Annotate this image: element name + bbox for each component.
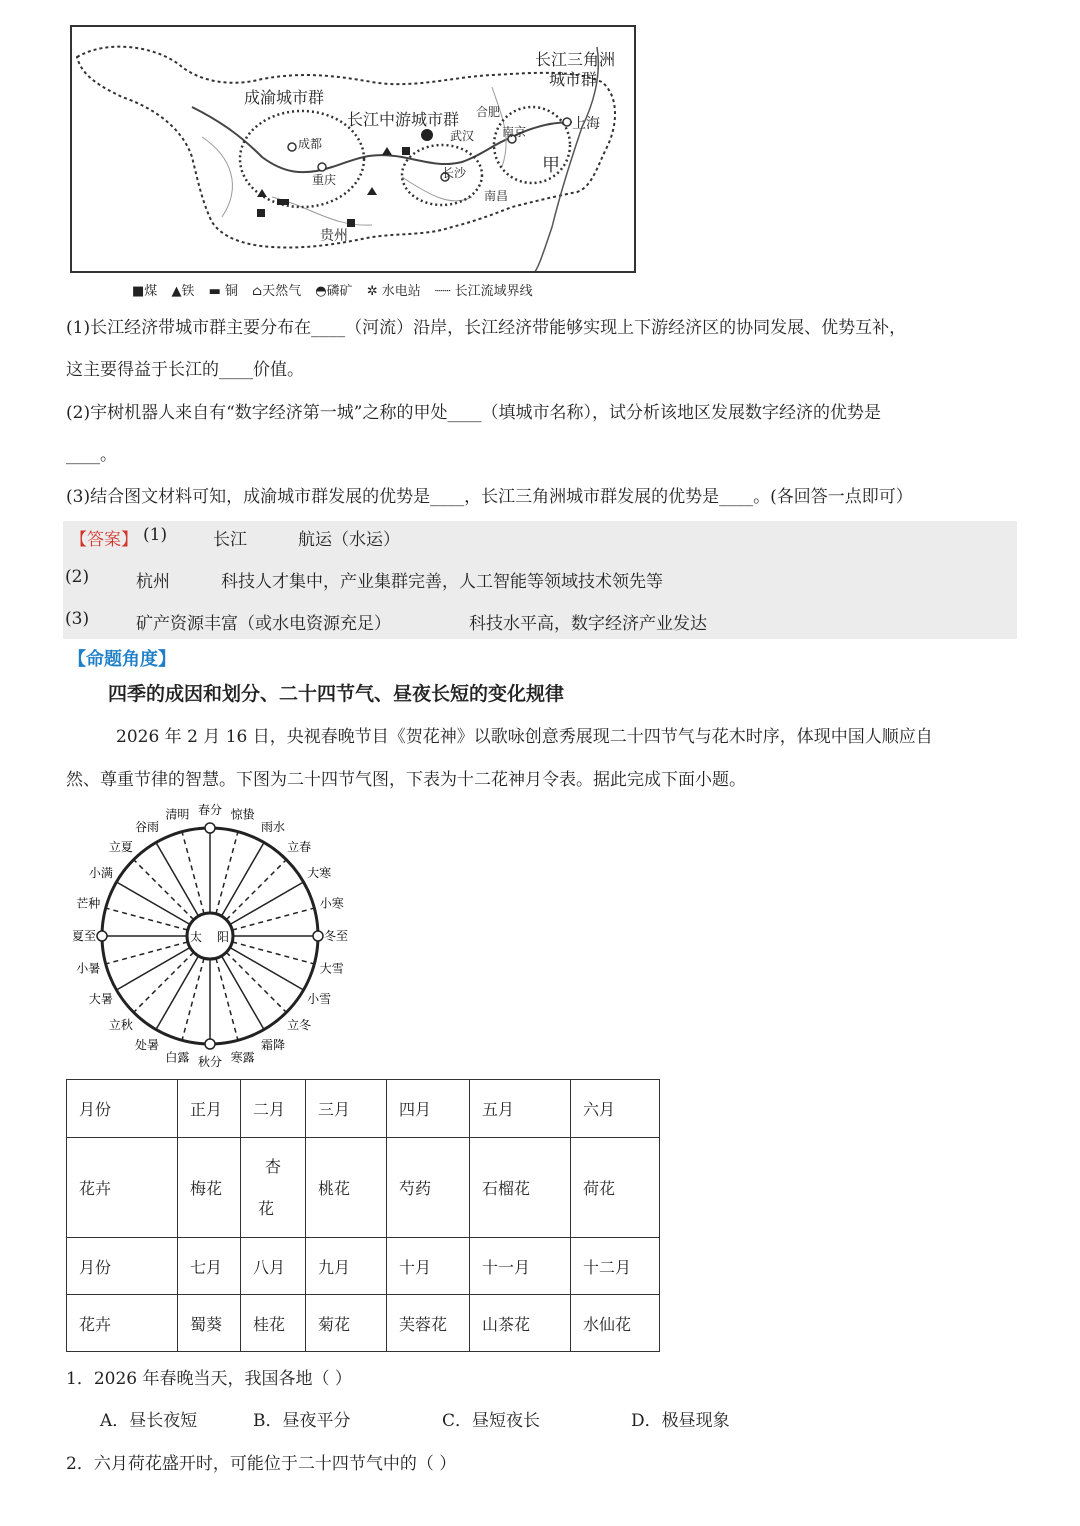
legend-gas: ⌂天然气	[252, 284, 302, 299]
cardinal-marker	[97, 931, 107, 941]
table-cell: 七月	[178, 1238, 241, 1295]
answer-3-b: 科技水平高，数字经济产业发达	[469, 614, 707, 634]
term-label: 霜降	[260, 1038, 286, 1053]
term-label: 春分	[197, 803, 223, 817]
term-label: 白露	[165, 1050, 190, 1065]
answer-1-a: 长江	[213, 530, 247, 550]
table-row	[67, 1080, 660, 1138]
table-cell: 花卉	[67, 1138, 178, 1238]
term-spoke	[182, 832, 204, 914]
table-cell: 芙蓉花	[387, 1295, 470, 1352]
term-label: 立秋	[108, 1018, 133, 1033]
table-cell: 月份	[67, 1238, 178, 1295]
map-label-nanchang: 南昌	[484, 189, 509, 203]
table-cell: 菊花	[306, 1295, 387, 1352]
map-label-nanjing: 南京	[502, 125, 527, 139]
cardinal-marker	[205, 823, 215, 833]
table-cell: 十月	[387, 1238, 470, 1295]
map-label-yangtze-delta: 长江三角洲	[535, 50, 616, 69]
answer-2-number: (2)	[65, 567, 90, 587]
table-cell: 正月	[178, 1080, 241, 1138]
term-label: 秋分	[197, 1055, 223, 1069]
legend-iron: ▲铁	[171, 284, 195, 299]
map-label-guizhou: 贵州	[320, 228, 348, 244]
table-cell: 蜀葵	[178, 1295, 241, 1352]
term-label: 立夏	[108, 839, 133, 854]
mc-option-d: D．极昼现象	[631, 1411, 730, 1431]
map-label-chengyu: 成渝城市群	[244, 88, 325, 107]
term-label: 小满	[88, 866, 113, 880]
term-label: 寒露	[230, 1050, 255, 1065]
answer-box	[63, 521, 1017, 639]
map-label-chengdu: 成都	[298, 137, 323, 151]
table-row	[67, 1138, 660, 1238]
legend-coal: ■煤	[132, 284, 158, 299]
answer-2-b: 科技人才集中，产业集群完善，人工智能等领域技术领先等	[221, 572, 663, 592]
table-cell: 水仙花	[571, 1295, 660, 1352]
table-cell: 九月	[306, 1238, 387, 1295]
table-cell-apricot	[241, 1138, 306, 1238]
term-spoke	[232, 908, 314, 930]
term-label: 惊蛰	[230, 807, 255, 822]
term-spoke	[232, 942, 314, 964]
table-cell: 十一月	[470, 1238, 571, 1295]
term-spoke	[134, 952, 194, 1012]
term-spoke	[116, 882, 190, 925]
cardinal-marker	[205, 1039, 215, 1049]
apricot-top: 杏	[264, 1156, 281, 1176]
term-spoke	[106, 908, 188, 930]
question-2-line-1: (2)宇树机器人来自有“数字经济第一城”之称的甲处____（填城市名称），试分析该地区发展数字经济的优势是	[66, 403, 881, 423]
mc-option-c: C．昼短夜长	[442, 1411, 541, 1431]
answer-2-a: 杭州	[136, 572, 170, 592]
table-cell: 二月	[241, 1080, 306, 1138]
term-label: 雨水	[260, 819, 286, 834]
answer-1-number: (1)	[143, 525, 168, 545]
table-cell: 石榴花	[470, 1138, 571, 1238]
legend-hydro: ✲ 水电站	[366, 284, 421, 299]
term-spoke	[222, 956, 265, 1030]
map-label-shanghai: 上海	[572, 116, 600, 132]
map-label-chongqing: 重庆	[312, 173, 337, 187]
map-legend	[132, 280, 543, 299]
term-label: 立冬	[287, 1018, 312, 1033]
question-1-line-1: (1)长江经济带城市群主要分布在____（河流）沿岸，长江经济带能够实现上下游经济区的协同发展、优势互补，	[66, 318, 907, 338]
legend-copper: ▬ 铜	[208, 284, 238, 299]
table-cell: 四月	[387, 1080, 470, 1138]
term-label: 小暑	[76, 961, 101, 976]
term-spoke	[226, 952, 286, 1012]
map-label-hefei: 合肥	[476, 105, 501, 119]
map-label-jia: 甲	[542, 155, 560, 176]
map-label-middle: 长江中游城市群	[347, 110, 460, 129]
term-label: 芒种	[76, 896, 101, 911]
term-spoke	[230, 882, 304, 925]
yangtze-map	[70, 25, 636, 273]
term-label: 夏至	[71, 929, 97, 943]
table-cell: 梅花	[178, 1138, 241, 1238]
answer-3-a: 矿产资源丰富（或水电资源充足）	[136, 614, 391, 634]
table-cell: 月份	[67, 1080, 178, 1138]
term-label: 大暑	[88, 992, 113, 1006]
term-spoke	[156, 956, 199, 1030]
flower-table	[66, 1079, 660, 1352]
table-cell: 五月	[470, 1080, 571, 1138]
table-cell: 桂花	[241, 1295, 306, 1352]
mc-option-a: A．昼长夜短	[100, 1411, 198, 1431]
legend-phosphate: ◓磷矿	[315, 284, 353, 299]
table-cell: 桃花	[306, 1138, 387, 1238]
term-spoke	[226, 860, 286, 920]
answer-3-number: (3)	[65, 609, 90, 629]
table-cell: 十二月	[571, 1238, 660, 1295]
term-label: 大雪	[319, 961, 344, 976]
legend-boundary: ┈┈ 长江流域界线	[434, 284, 533, 299]
mc-option-b: B．昼夜平分	[253, 1411, 351, 1431]
question-3-line: (3)结合图文材料可知，成渝城市群发展的优势是____，长江三角洲城市群发展的优势是____。(各回答一点即可）	[66, 487, 913, 507]
term-spoke	[182, 958, 204, 1040]
table-row	[67, 1295, 660, 1352]
apricot-bottom: 花	[257, 1198, 274, 1218]
term-spoke	[230, 948, 304, 991]
term-label: 清明	[165, 807, 190, 822]
intro-line-2: 然、尊重节律的智慧。下图为二十四节气图，下表为十二花神月令表。据此完成下面小题。	[66, 770, 746, 790]
term-spoke	[216, 958, 238, 1040]
mc-question-1: 1．2026 年春晚当天，我国各地（ ）	[66, 1369, 352, 1389]
table-cell: 六月	[571, 1080, 660, 1138]
term-spoke	[116, 948, 190, 991]
cardinal-marker	[313, 931, 323, 941]
term-label: 大寒	[307, 866, 332, 880]
table-cell: 荷花	[571, 1138, 660, 1238]
term-spoke	[134, 860, 194, 920]
term-label: 冬至	[323, 929, 349, 943]
term-label: 处暑	[134, 1038, 160, 1053]
table-cell: 山茶花	[470, 1295, 571, 1352]
sun-label-1: 太	[189, 930, 203, 944]
map-label-yangtze-delta-2: 城市群	[549, 70, 598, 89]
sun-label-2: 阳	[216, 930, 230, 944]
question-2-line-2: ____。	[66, 445, 117, 465]
section-heading: 四季的成因和划分、二十四节气、昼夜长短的变化规律	[108, 683, 565, 705]
angle-tag: 【命题角度】	[68, 649, 176, 670]
answer-1-b: 航运（水运）	[298, 530, 400, 550]
term-spoke	[222, 842, 265, 916]
question-1-line-2: 这主要得益于长江的____价值。	[66, 360, 304, 380]
term-label: 小雪	[307, 992, 332, 1006]
answer-tag: 【答案】	[70, 530, 138, 550]
solar-terms-diagram	[60, 800, 370, 1070]
table-cell: 三月	[306, 1080, 387, 1138]
table-cell: 芍药	[387, 1138, 470, 1238]
mc-question-2: 2．六月荷花盛开时，可能位于二十四节气中的（ ）	[66, 1454, 457, 1474]
term-spoke	[106, 942, 188, 964]
term-spoke	[216, 832, 238, 914]
intro-line-1: 2026 年 2 月 16 日，央视春晚节目《贺花神》以歌咏创意秀展现二十四节气与花木时序，体现中国人顺应自	[116, 727, 933, 747]
map-label-changsha: 长沙	[442, 166, 467, 180]
term-label: 立春	[287, 839, 312, 854]
map-label-wuhan: 武汉	[450, 129, 475, 143]
term-label: 小寒	[319, 896, 344, 911]
table-cell: 八月	[241, 1238, 306, 1295]
term-label: 谷雨	[134, 819, 160, 834]
term-spoke	[156, 842, 199, 916]
table-row	[67, 1238, 660, 1295]
table-cell: 花卉	[67, 1295, 178, 1352]
